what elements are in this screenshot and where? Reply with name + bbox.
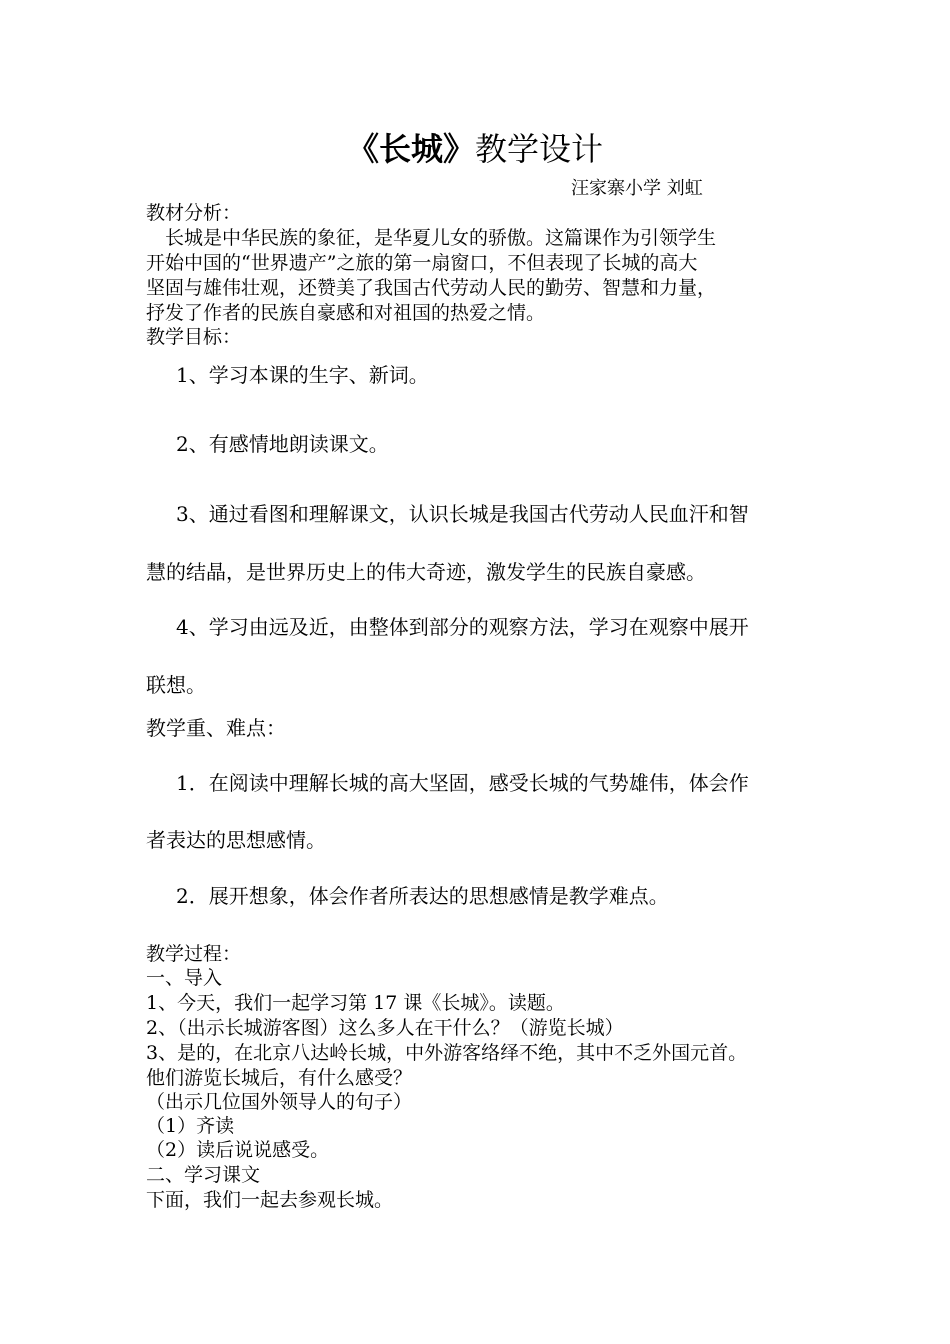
goal-item: 2、有感情地朗读课文。 — [176, 432, 389, 456]
process-line: 二、学习课文 — [146, 1164, 261, 1186]
goal-item: 3、通过看图和理解课文，认识长城是我国古代劳动人民血汗和智 — [176, 502, 749, 526]
process-line: 1、今天，我们一起学习第 17 课《长城》。读题。 — [146, 992, 565, 1014]
process-heading: 教学过程： — [146, 943, 242, 965]
analysis-heading: 教材分析： — [146, 202, 242, 224]
author-line: 汪家寨小学 刘虹 — [571, 178, 703, 199]
process-line: （2）读后说说感受。 — [146, 1139, 330, 1161]
process-line: 他们游览长城后，有什么感受？ — [146, 1067, 413, 1089]
key-point-item: 2．展开想象，体会作者所表达的思想感情是教学难点。 — [176, 884, 669, 908]
goal-item: 4、学习由远及近，由整体到部分的观察方法，学习在观察中展开 — [176, 615, 749, 639]
goal-item-continued: 联想。 — [146, 673, 206, 697]
analysis-line: 开始中国的“世界遗产”之旅的第一扇窗口，不但表现了长城的高大 — [146, 252, 698, 274]
process-line: 2、（出示长城游客图）这么多人在干什么？（游览长城） — [146, 1017, 624, 1039]
goals-heading: 教学目标： — [146, 326, 242, 348]
process-line: 3、是的，在北京八达岭长城，中外游客络绎不绝，其中不乏外国元首。 — [146, 1042, 748, 1064]
process-line: 一、导入 — [146, 967, 223, 989]
goal-item-continued: 慧的结晶，是世界历史上的伟大奇迹，激发学生的民族自豪感。 — [146, 560, 706, 584]
title-book-name: 《长城》 — [346, 130, 475, 168]
process-line: 下面，我们一起去参观长城。 — [146, 1189, 394, 1211]
key-points-heading: 教学重、难点： — [146, 716, 286, 740]
process-line: （1）齐读 — [146, 1115, 235, 1137]
goal-item: 1、学习本课的生字、新词。 — [176, 363, 429, 387]
analysis-line: 抒发了作者的民族自豪感和对祖国的热爱之情。 — [146, 302, 546, 324]
analysis-line: 坚固与雄伟壮观，还赞美了我国古代劳动人民的勤劳、智慧和力量， — [146, 277, 717, 299]
key-point-item: 1．在阅读中理解长城的高大坚固，感受长城的气势雄伟，体会作 — [176, 771, 749, 795]
title-suffix: 教学设计 — [475, 130, 604, 168]
document-title — [0, 127, 950, 171]
process-line: （出示几位国外领导人的句子） — [146, 1091, 413, 1113]
analysis-line: 长城是中华民族的象征，是华夏儿女的骄傲。这篇课作为引领学生 — [146, 227, 717, 249]
key-point-item-continued: 者表达的思想感情。 — [146, 828, 326, 852]
